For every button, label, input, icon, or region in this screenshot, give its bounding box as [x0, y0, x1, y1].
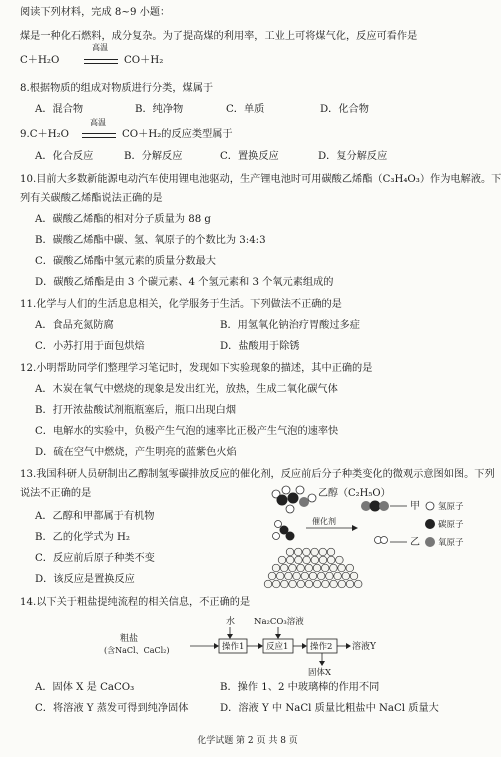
q11-option-a: A．食品充氮防腐 [35, 320, 114, 331]
q9-option-c: C．置换反应 [220, 151, 279, 162]
arrow-head-icon [227, 634, 233, 639]
catalyst-particle [313, 564, 321, 572]
catalyst-particle [346, 580, 354, 588]
catalyst-particle [311, 548, 319, 556]
q14-option-a: A．固体 X 是 CaCO₃ [35, 682, 135, 693]
catalyst-surface [264, 548, 362, 588]
catalyst-particle [330, 564, 338, 572]
q13-stem-line-2: 说法不正确的是 [20, 488, 92, 499]
catalyst-particle [268, 572, 276, 580]
arrow-head-icon [302, 643, 307, 649]
ethanol-label: 乙醇（C₂H₅O） [318, 488, 391, 499]
q13-stem-line-1: 13.我国科研人员研制出乙醇制氢零碳排放反应的催化剂，反应前后分子种类变化的微观示意图如图。下列 [20, 469, 495, 480]
q10-stem-line-1: 10.目前大多数新能源电动汽车使用锂电池驱动，生产锂电池时可用碳酸乙烯酯（C₃H₄O₃）作为电解液。下 [20, 174, 501, 185]
solid-x-label: 固体X [308, 668, 332, 678]
q8-stem: 8.根据物质的组成对物质进行分类，煤属于 [20, 83, 214, 94]
q11-option-c: C．小苏打用于面包烘焙 [35, 341, 145, 352]
catalyst-particle [322, 580, 330, 588]
catalyst-particle [338, 580, 346, 588]
catalyst-particle [286, 548, 294, 556]
intro-equation-left: C＋H₂O [20, 55, 60, 66]
catalyst-particle [326, 572, 334, 580]
q8-option-a: A．混合物 [35, 104, 84, 115]
catalyst-particle [297, 564, 305, 572]
catalyst-particle [276, 572, 284, 580]
catalyst-particle [303, 548, 311, 556]
q13-option-b: B．乙的化学式为 H₂ [35, 532, 131, 543]
jia-molecule [361, 501, 389, 512]
catalyst-particle [301, 572, 309, 580]
crude-salt-composition: (含NaCl、CaCl₂) [104, 646, 170, 655]
catalyst-particle [354, 580, 362, 588]
catalyst-label: 催化剂 [312, 517, 336, 526]
catalyst-particle [342, 572, 350, 580]
q11-option-b: B．用氢氧化钠治疗胃酸过多症 [220, 320, 360, 331]
catalyst-particle [330, 580, 338, 588]
q8-option-d: D．化合物 [320, 104, 369, 115]
q12-option-b: B．打开浓盐酸试剂瓶瓶塞后，瓶口出现白烟 [35, 405, 237, 416]
arrow-head-icon [275, 634, 281, 639]
q12-option-a: A．木炭在氧气中燃烧的现象是发出红光，放热，生成二氧化碳气体 [35, 384, 338, 395]
q13-option-a: A．乙醇和甲都属于有机物 [35, 511, 155, 522]
catalyst-particle [280, 564, 288, 572]
catalyst-particle [285, 572, 293, 580]
reagent-label: Na₂CO₃溶液 [254, 617, 304, 627]
catalyst-particle [319, 556, 327, 564]
q10-stem-line-2: 列有关碳酸乙烯酯说法正确的是 [20, 193, 163, 204]
q9-option-a: A．化合反应 [35, 151, 94, 162]
q12-option-c: C．电解水的实验中，负极产生气泡的速率比正极产生气泡的速率快 [35, 426, 339, 437]
q9-option-b: B．分解反应 [124, 151, 183, 162]
q11-option-d: D．盐酸用于除锈 [220, 341, 300, 352]
catalyst-particle [346, 564, 354, 572]
equation-arrow [82, 133, 116, 138]
legend-hydrogen: 氢原子 [438, 502, 464, 512]
q10-option-b: B．碳酸乙烯酯中碳、氢、氧原子的个数比为 3:4:3 [35, 235, 266, 246]
catalyst-particle [303, 556, 311, 564]
ethanol-molecule-small [273, 521, 295, 541]
q14-option-d: D．溶液 Y 中 NaCl 质量比粗盐中 NaCl 质量大 [220, 703, 439, 714]
q8-option-b: B．纯净物 [135, 104, 184, 115]
q10-option-a: A．碳酸乙烯酯的相对分子质量为 88 g [35, 214, 211, 225]
catalyst-particle [272, 580, 280, 588]
q14-flowchart [104, 614, 388, 678]
legend-oxygen: 氧原子 [438, 538, 464, 548]
q9-stem-condition: 高温 [90, 118, 106, 127]
catalyst-particle [319, 548, 327, 556]
catalyst-particle [305, 564, 313, 572]
arrow-head-icon [258, 643, 263, 649]
catalyst-particle [305, 580, 313, 588]
ethanol-molecule [272, 486, 316, 513]
arrow-head-icon [214, 643, 219, 649]
catalyst-particle [309, 572, 317, 580]
catalyst-particle [264, 580, 272, 588]
q13-reaction-diagram [262, 484, 490, 592]
catalyst-particle [327, 548, 335, 556]
crude-salt-label: 粗盐 [120, 634, 139, 644]
catalyst-particle [327, 556, 335, 564]
q8-option-c: C．单质 [226, 104, 265, 115]
q13-option-d: D．该反应是置换反应 [35, 574, 135, 585]
catalyst-particle [272, 564, 280, 572]
intro-line-2: 煤是一种化石燃料，成分复杂。为了提高煤的利用率，工业上可将煤气化，反应可看作是 [20, 31, 418, 42]
catalyst-particle [313, 580, 321, 588]
jia-label: 甲 [410, 501, 420, 512]
catalyst-particle [350, 572, 358, 580]
legend [425, 501, 464, 548]
legend-carbon: 碳原子 [438, 520, 464, 530]
solution-y-label: 溶液Y [352, 642, 376, 652]
catalyst-particle [297, 580, 305, 588]
op2-label: 操作2 [310, 642, 333, 652]
q9-option-d: D．复分解反应 [318, 151, 388, 162]
q10-option-c: C．碳酸乙烯酯中氢元素的质量分数最大 [35, 256, 216, 267]
page-footer: 化学试题 第 2 页 共 8 页 [197, 736, 298, 746]
catalyst-particle [294, 548, 302, 556]
catalyst-particle [289, 580, 297, 588]
q13-option-c: C．反应前后原子种类不变 [35, 553, 155, 564]
catalyst-particle [311, 556, 319, 564]
water-label: 水 [226, 617, 236, 627]
carbon-atom-icon [425, 519, 435, 529]
q14-option-c: C．将溶液 Y 蒸发可得到纯净固体 [35, 703, 189, 714]
catalyst-particle [295, 556, 303, 564]
hydrogen-atom-icon [426, 502, 434, 510]
intro-equation-right: CO＋H₂ [124, 55, 164, 66]
op1-label: 操作1 [222, 642, 245, 652]
intro-equation-condition: 高温 [92, 43, 108, 52]
q9-stem-left: 9.C＋H₂O [20, 129, 70, 140]
oxygen-atom-icon [425, 537, 435, 547]
catalyst-particle [278, 556, 286, 564]
q12-option-d: D．硫在空气中燃烧，产生明亮的蓝紫色火焰 [35, 447, 237, 458]
catalyst-particle [336, 556, 344, 564]
reaction-label: 反应1 [266, 642, 289, 652]
catalyst-particle [289, 564, 297, 572]
q9-stem-right: CO＋H₂的反应类型属于 [122, 129, 233, 140]
yi-label: 乙 [410, 537, 420, 548]
catalyst-particle [281, 580, 289, 588]
catalyst-particle [321, 564, 329, 572]
catalyst-particle [293, 572, 301, 580]
arrow-head-icon [346, 643, 351, 649]
intro-line-1: 阅读下列材料，完成 8~9 小题： [20, 7, 171, 18]
arrow-head-icon [352, 525, 358, 531]
yi-molecule [375, 537, 388, 544]
catalyst-particle [338, 564, 346, 572]
q11-stem: 11.化学与人们的生活息息相关，化学服务于生活。下列做法不正确的是 [20, 299, 342, 310]
catalyst-particle [317, 572, 325, 580]
q14-stem: 14.以下关于粗盐提纯流程的相关信息，不正确的是 [20, 597, 251, 608]
catalyst-particle [286, 556, 294, 564]
q12-stem: 12.小明帮助同学们整理学习笔记时，发现如下实验现象的描述，其中正确的是 [20, 363, 373, 374]
equation-arrow [84, 59, 118, 64]
arrow-head-icon [319, 661, 325, 666]
catalyst-particle [334, 572, 342, 580]
q14-option-b: B．操作 1、2 中玻璃棒的作用不同 [220, 682, 380, 693]
q10-option-d: D．碳酸乙烯酯是由 3 个碳元素、4 个氢元素和 3 个氧元素组成的 [35, 277, 334, 288]
